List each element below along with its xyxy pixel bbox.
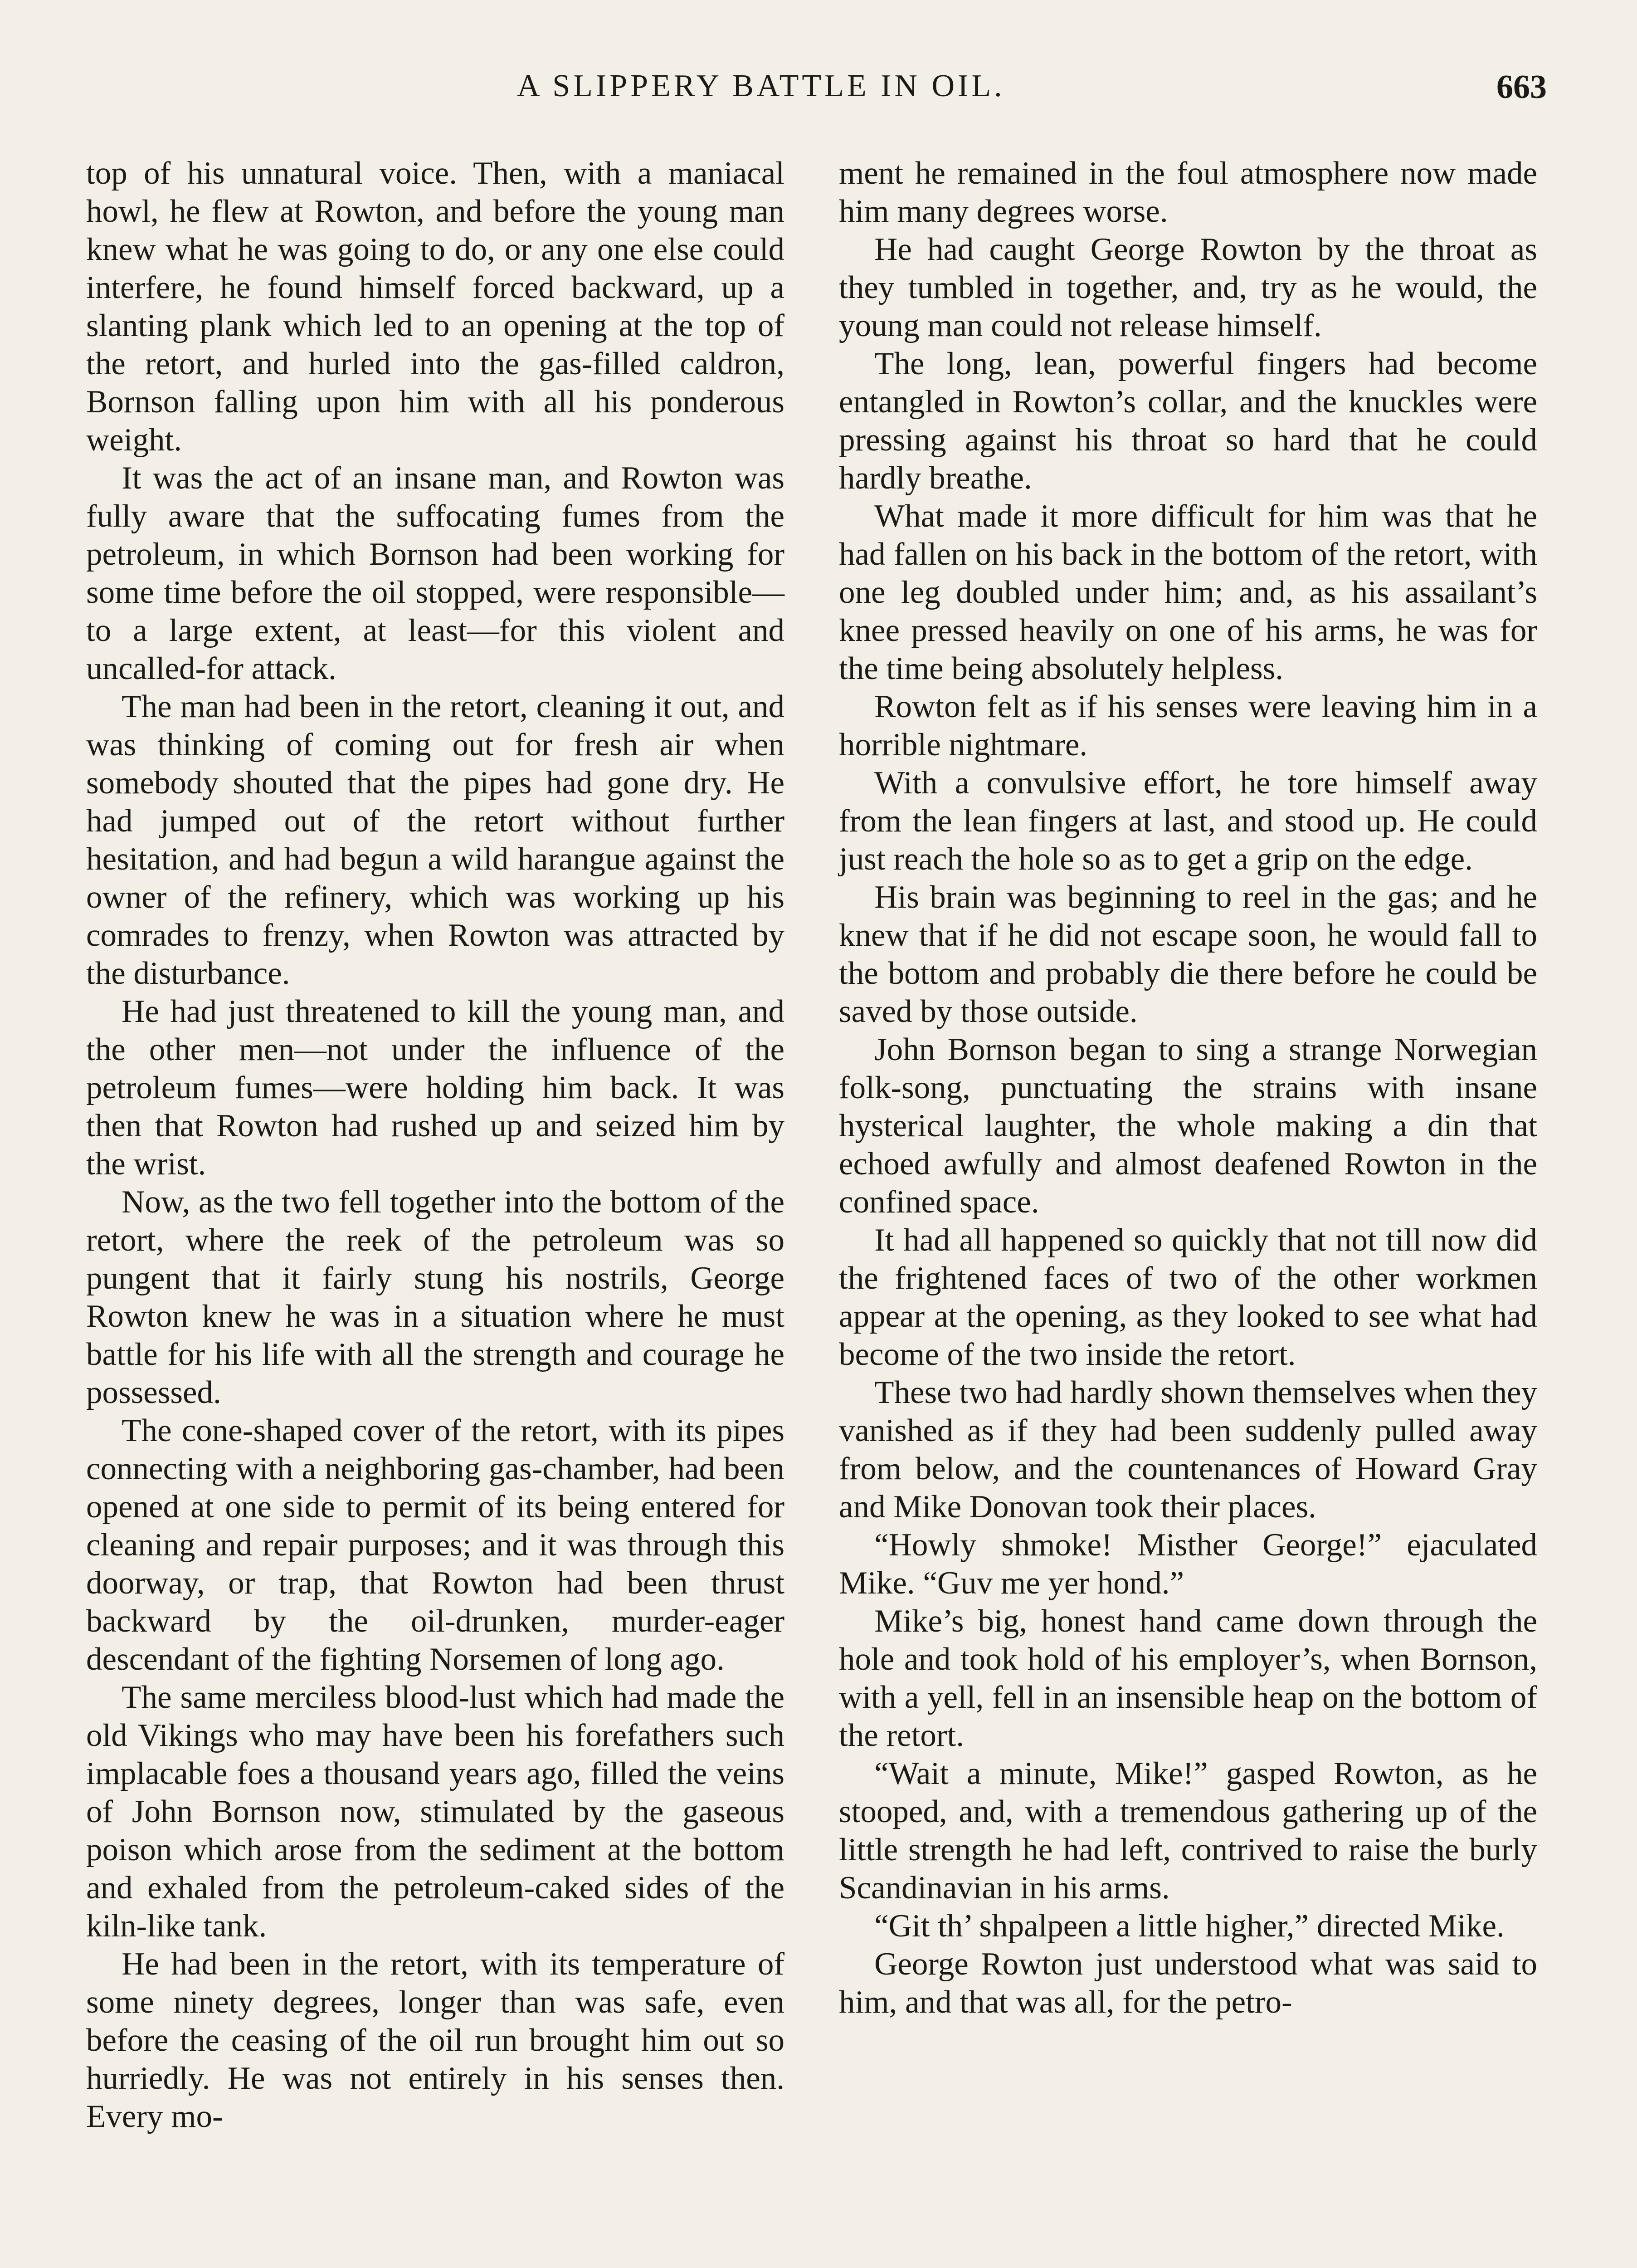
paragraph: The long, lean, powerful fingers had become entangled in Rowton’s collar, and the knuckles were pressing against his throat so hard that he could hardly breathe. [839,346,1537,496]
running-title: A SLIPPERY BATTLE IN OIL. [517,68,1005,103]
running-header [0,68,1637,118]
paragraph: top of his unnatural voice. Then, with a maniacal howl, he flew at Rowton, and before the young man knew what he was going to do, or any one else could interfere, he found himself forced backward, up a slanting plank which led to an opening at the top of the retort, and hurled into the gas-filled caldron, Bornson falling upon him with all his ponderous weight. [86,156,784,458]
paragraph: The man had been in the retort, cleaning it out, and was thinking of coming out for fresh air when somebody shouted that the pipes had gone dry. He had jumped out of the retort without further hesitation, and had begun a wild harangue against the owner of the refinery, which was working up his comrades to frenzy, when Rowton was attracted by the disturbance. [86,689,784,991]
paragraph: These two had hardly shown themselves when they vanished as if they had been suddenly pulled away from below, and the countenances of Howard Gray and Mike Donovan took their places. [839,1375,1537,1525]
paragraph: George Rowton just understood what was said to him, and that was all, for the petro- [839,1946,1537,2020]
right-column [839,154,1537,2021]
paragraph: He had been in the retort, with its temperature of some ninety degrees, longer than was safe, even before the ceasing of the oil run brought him out so hurriedly. He was not entirely in his senses then. Every mo- [86,1946,784,2134]
paragraph: What made it more difficult for him was that he had fallen on his back in the bottom of the retort, with one leg doubled under him; and, as his assailant’s knee pressed heavily on one of his arms, he was for the time being absolutely helpless. [839,499,1537,686]
paragraph: ment he remained in the foul atmosphere now made him many degrees worse. [839,156,1537,229]
left-column [86,154,784,2136]
paragraph: He had caught George Rowton by the throat as they tumbled in together, and, try as he would, the young man could not release himself. [839,232,1537,343]
paragraph: Now, as the two fell together into the bottom of the retort, where the reek of the petroleum was so pungent that it fairly stung his nostrils, George Rowton knew he was in a situation where he must battle for his life with all the strength and courage he possessed. [86,1184,784,1410]
paragraph: It had all happened so quickly that not till now did the frightened faces of two of the other workmen appear at the opening, as they looked to see what had become of the two inside the retort. [839,1222,1537,1372]
paragraph: Rowton felt as if his senses were leaving him in a horrible nightmare. [839,689,1537,763]
page-number: 663 [1496,68,1547,106]
paragraph: With a convulsive effort, he tore himself away from the lean fingers at last, and stood up. He could just reach the hole so as to get a grip on the edge. [839,765,1537,877]
paragraph: His brain was beginning to reel in the gas; and he knew that if he did not escape soon, he would fall to the bottom and probably die there before he could be saved by those outside. [839,880,1537,1029]
paragraph: The same merciless blood-lust which had made the old Vikings who may have been his forefathers such implacable foes a thousand years ago, filled the veins of John Bornson now, stimulated by the gaseous poison which arose from the sediment at the bottom and exhaled from the petroleum-caked sides of the kiln-like tank. [86,1680,784,1944]
paragraph: John Bornson began to sing a strange Norwegian folk-song, punctuating the strains with insane hysterical laughter, the whole making a din that echoed awfully and almost deafened Rowton in the confined space. [839,1032,1537,1220]
paragraph: “Git th’ shpalpeen a little higher,” directed Mike. [874,1908,1505,1944]
paragraph: It was the act of an insane man, and Rowton was fully aware that the suffocating fumes from the petroleum, in which Bornson had been working for some time before the oil stopped, were responsible—to a large extent, at least—for this violent and uncalled-for attack. [86,460,784,686]
paragraph: Mike’s big, honest hand came down through the hole and took hold of his employer’s, when Bornson, with a yell, fell in an insensible heap on the bottom of the retort. [839,1603,1537,1753]
paragraph: “Howly shmoke! Misther George!” ejaculated Mike. “Guv me yer hond.” [839,1527,1537,1601]
paragraph: He had just threatened to kill the young man, and the other men—not under the influence of the petroleum fumes—were holding him back. It was then that Rowton had rushed up and seized him by the wrist. [86,994,784,1182]
paragraph: The cone-shaped cover of the retort, with its pipes connecting with a neighboring gas-chamber, had been opened at one side to permit of its being entered for cleaning and repair purposes; and it was through this doorway, or trap, that Rowton had been thrust backward by the oil-drunken, murder-eager descendant of the fighting Norsemen of long ago. [86,1413,784,1677]
paragraph: “Wait a minute, Mike!” gasped Rowton, as he stooped, and, with a tremendous gathering up of the little strength he had left, contrived to raise the burly Scandinavian in his arms. [839,1756,1537,1906]
